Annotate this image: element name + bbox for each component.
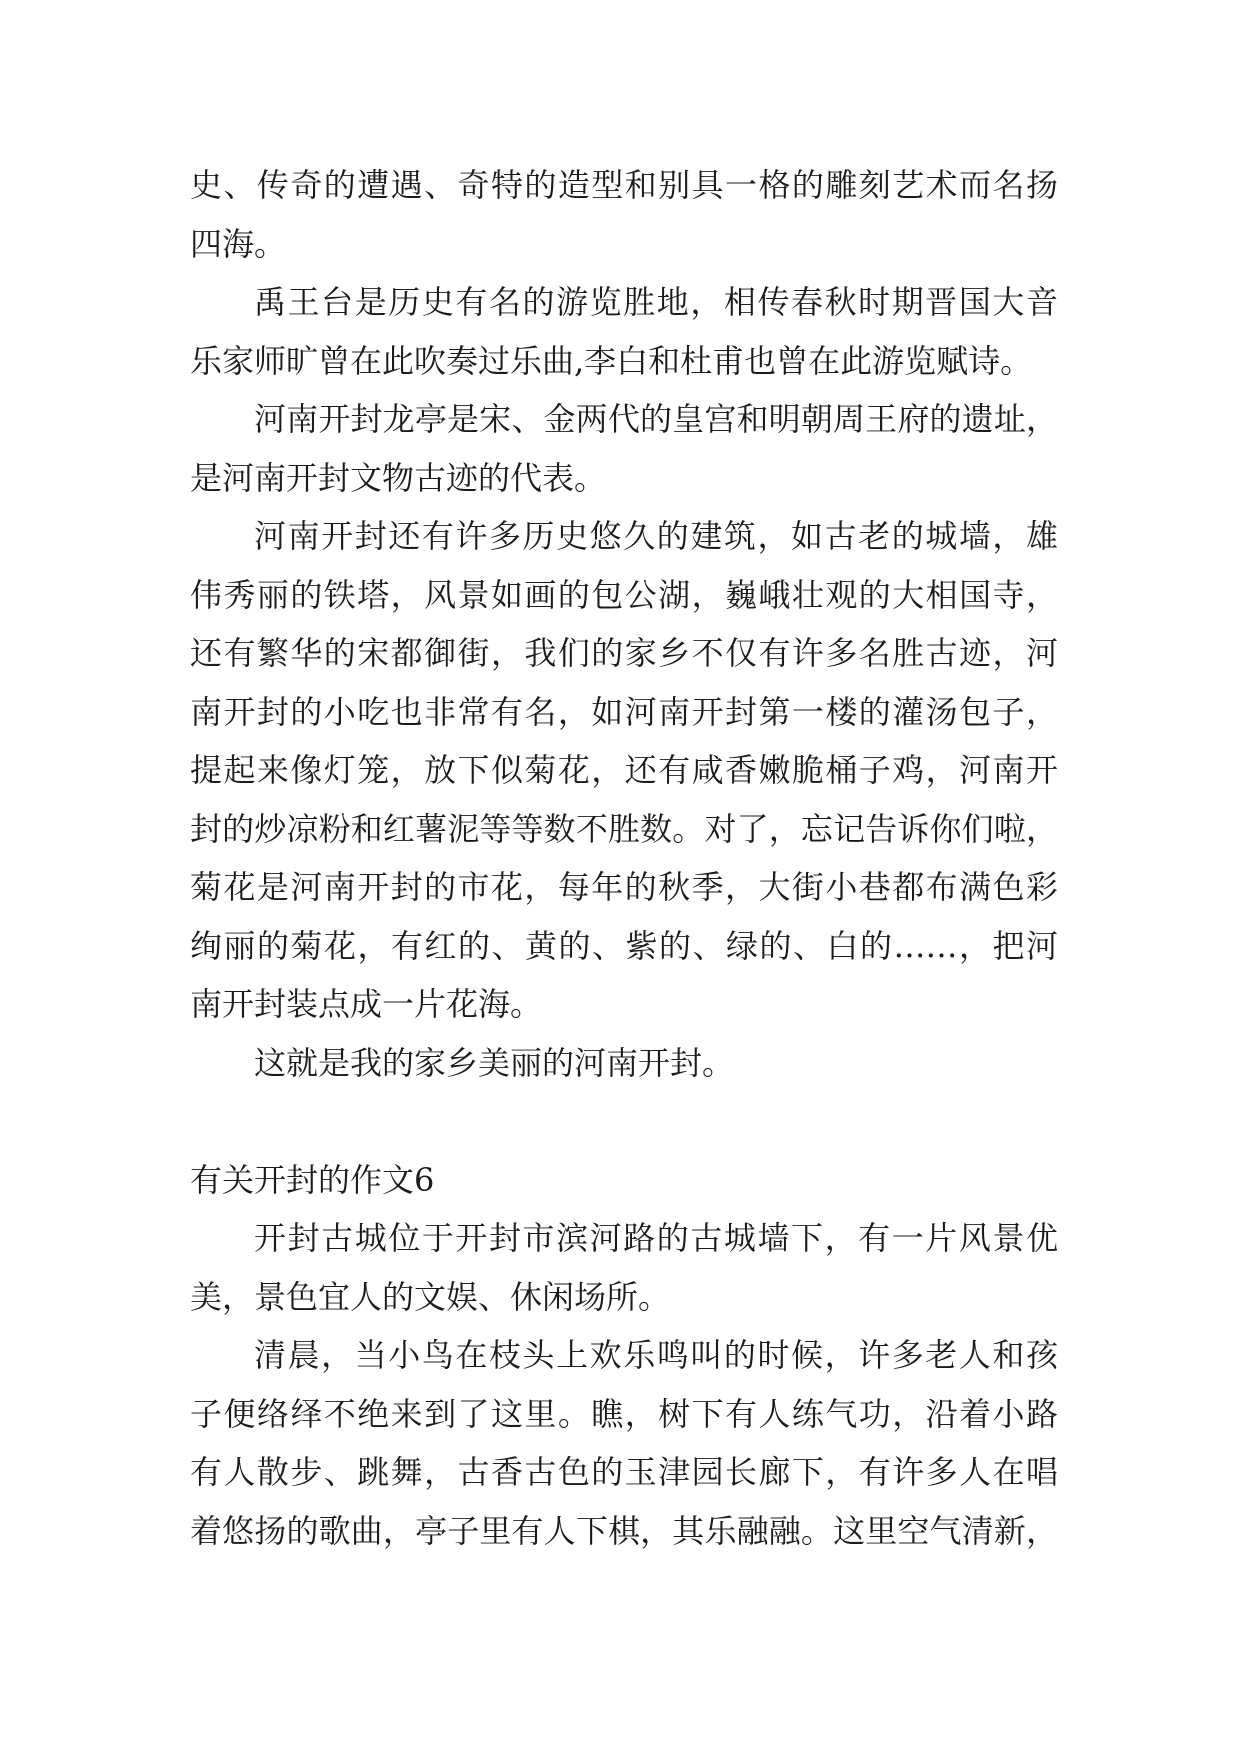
paragraph: [190, 1326, 1058, 1560]
paragraph: [190, 390, 1058, 507]
text-line: 伟秀丽的铁塔，风景如画的包公湖，巍峨壮观的大相国寺，: [190, 575, 1058, 614]
paragraph: [190, 1209, 1058, 1326]
text-line: 还有繁华的宋都御街，我们的家乡不仅有许多名胜古迹，河: [190, 634, 1058, 672]
text-line: 封的炒凉粉和红薯泥等等数不胜数。对了，忘记告诉你们啦，: [190, 809, 1058, 848]
text-line: 禹王台是历史有名的游览胜地，相传春秋时期晋国大音: [254, 283, 1058, 321]
paragraph: [190, 273, 1058, 390]
paragraph: [190, 156, 1058, 273]
text-line: 四海。: [190, 224, 287, 263]
text-line: 河南开封还有许多历史悠久的建筑，如古老的城墙，雄: [254, 517, 1058, 555]
text-line: 河南开封龙亭是宋、金两代的皇宫和明朝周王府的遗址，: [254, 400, 1058, 438]
text-line: 是河南开封文物古迹的代表。: [190, 458, 607, 497]
text-line: 绚丽的菊花，有红的、黄的、紫的、绿的、白的……，把河: [190, 926, 1058, 965]
text-line: 清晨，当小鸟在枝头上欢乐鸣叫的时候，许多老人和孩: [254, 1336, 1058, 1374]
paragraph: [190, 507, 1058, 1034]
paragraph: [190, 1034, 1058, 1093]
text-line: 乐家师旷曾在此吹奏过乐曲,李白和杜甫也曾在此游览赋诗。: [190, 341, 1033, 380]
text-line: 菊花是河南开封的市花，每年的秋季，大街小巷都布满色彩: [190, 868, 1058, 906]
document-body: [190, 156, 1058, 1560]
text-line: 子便络绎不绝来到了这里。瞧，树下有人练气功，沿着小路: [190, 1394, 1058, 1433]
text-line: 南开封装点成一片花海。: [190, 985, 543, 1023]
essay-title: 有关开封的作文6: [190, 1160, 435, 1199]
text-line: 这就是我的家乡美丽的河南开封。: [254, 1043, 735, 1082]
text-line: 史、传奇的遭遇、奇特的造型和别具一格的雕刻艺术而名扬: [190, 166, 1058, 204]
text-line: 南开封的小吃也非常有名，如河南开封第一楼的灌汤包子，: [190, 692, 1058, 731]
text-line: 开封古城位于开封市滨河路的古城墙下，有一片风景优: [254, 1219, 1058, 1257]
text-line: 提起来像灯笼，放下似菊花，还有咸香嫩脆桶子鸡，河南开: [190, 751, 1058, 789]
text-line: 有人散步、跳舞，古香古色的玉津园长廊下，有许多人在唱: [190, 1453, 1058, 1491]
text-line: 着悠扬的歌曲，亭子里有人下棋，其乐融融。这里空气清新，: [190, 1511, 1058, 1550]
text-line: 美，景色宜人的文娱、休闲场所。: [190, 1277, 671, 1316]
